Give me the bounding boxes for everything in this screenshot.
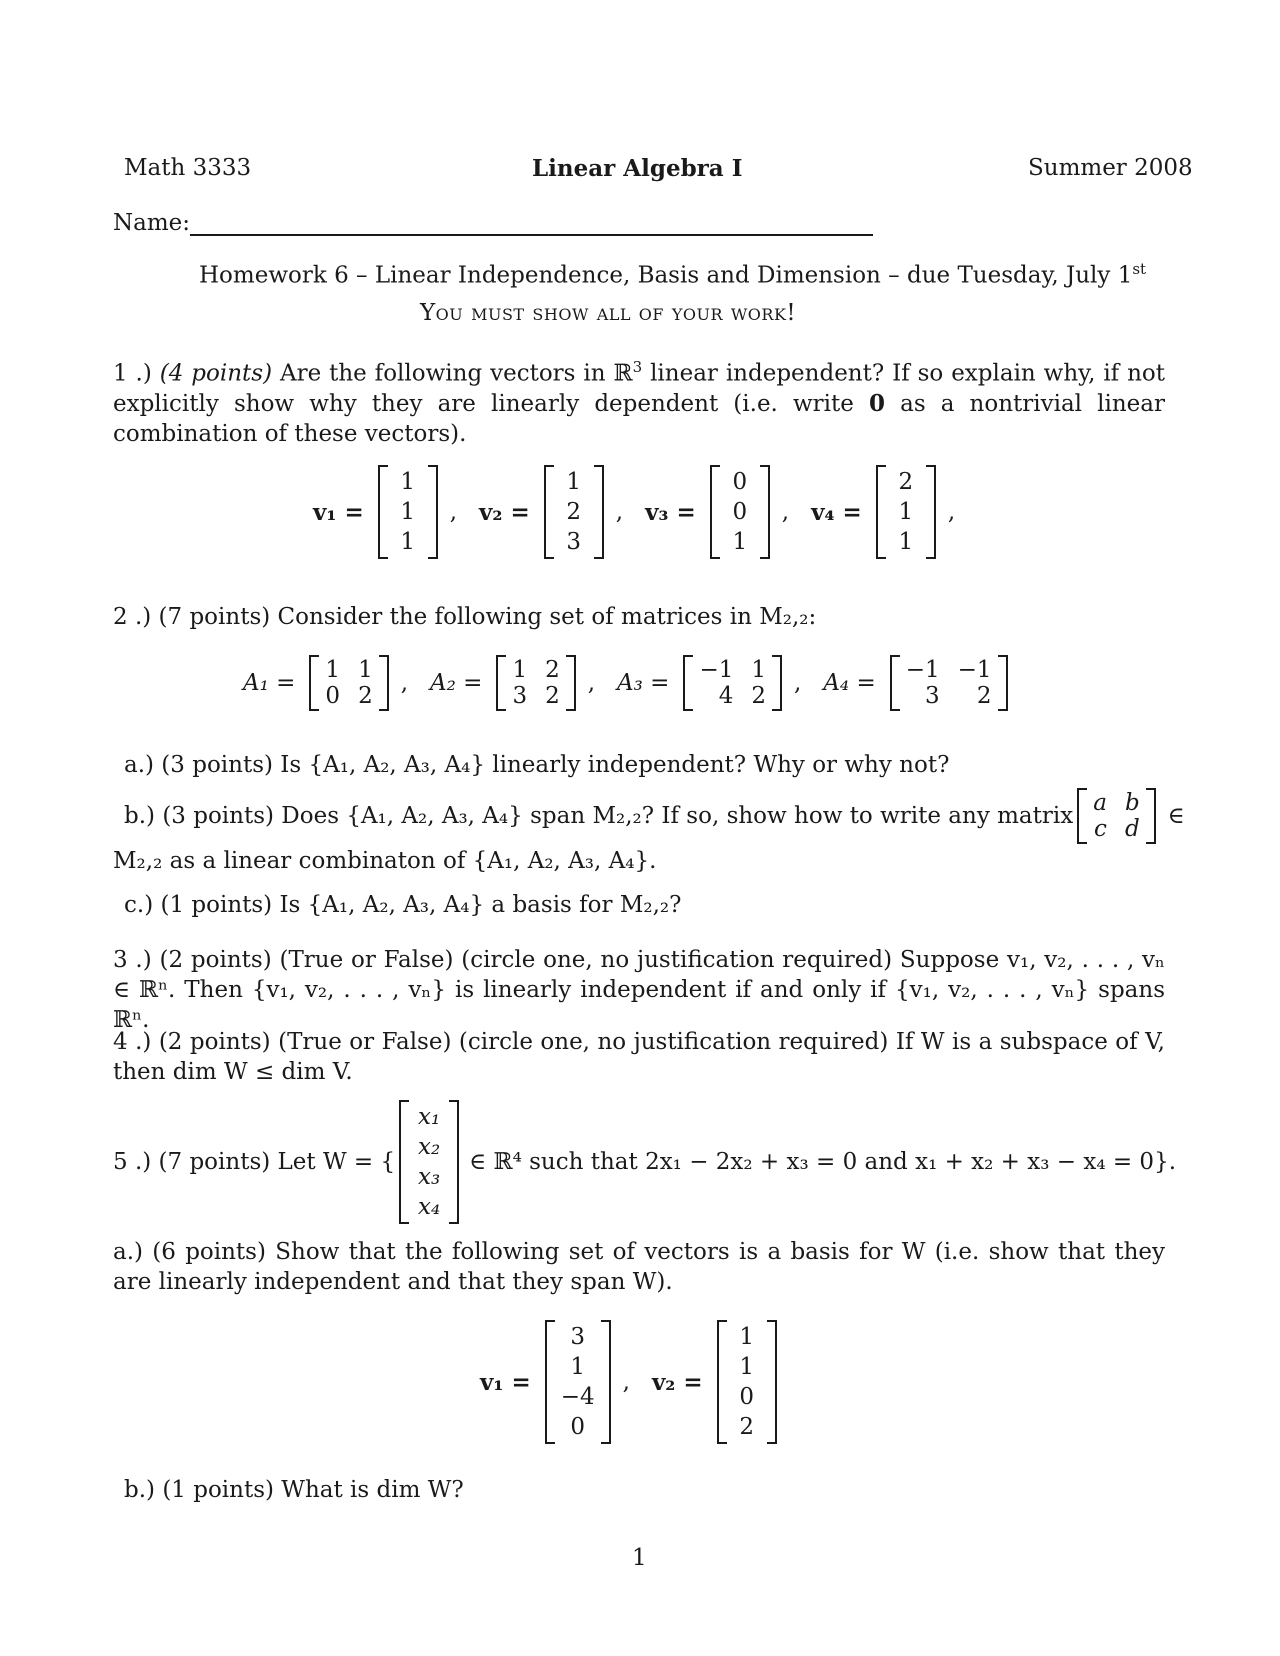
- q1-v4-entry: 1: [898, 499, 914, 525]
- q5-v1-entry: 1: [570, 1354, 585, 1380]
- q2-general-entry: c: [1094, 816, 1107, 842]
- q2-a4-entry: 2: [976, 683, 992, 709]
- q2-a1-entry: 1: [325, 657, 341, 683]
- q1-text-a: Are the following vectors in ℝ: [279, 360, 633, 387]
- question-3: 3 .) (2 points) (True or False) (circle one, no justification required) Suppose v₁, v₂, . . . , vₙ ∈ ℝⁿ. Then {v₁, v₂, . . . , vₙ} is linearly independent if and only if {v₁, v₂, . . . , vₙ} spans ℝⁿ.: [113, 947, 1165, 1033]
- q1-v3-entry: 0: [732, 469, 748, 495]
- q1-v2-label: v₂ =: [479, 498, 530, 526]
- q5-x-vector: [399, 1100, 459, 1224]
- q2-a4-label: A₄ =: [823, 670, 876, 696]
- q2-a1-entry: 1: [358, 657, 373, 683]
- q1-v2-entry: 2: [566, 499, 582, 525]
- q2-part-b-continued: M₂,₂ as a linear combinaton of {A₁, A₂, A₃, A₄}.: [113, 848, 657, 874]
- q5-v2-entry: 0: [739, 1384, 754, 1410]
- q2-part-a: a.) (3 points) Is {A₁, A₂, A₃, A₄} linearly independent? Why or why not?: [124, 752, 950, 778]
- q5-v2-entry: 2: [739, 1414, 754, 1440]
- q2-a4-entry: 3: [925, 683, 940, 709]
- q1-v2-entry: 3: [566, 529, 582, 555]
- q2-a3-entry: −1: [699, 657, 734, 683]
- q1-v1-entry: 1: [400, 529, 416, 555]
- heading-superscript: st: [1132, 260, 1147, 278]
- q5-part-a: a.) (6 points) Show that the following set of vectors is a basis for W (i.e. show that they are linearly independent and that they span W).: [113, 1239, 1165, 1295]
- q2-matrices: A₁ = 1 1 0 2 , A₂ = 1 2 3 2 , A₃ = −1 1 4 2 , A₄ = −1 −1 3 2: [243, 655, 1012, 711]
- q2-a4-matrix: [890, 655, 1008, 711]
- q1-v1-matrix: [378, 465, 438, 559]
- q1-vectors: v₁ = 1 1 1 , v₂ = 1 2 3 , v₃ = 0 0 1 , v₄ = 2 1 1 ,: [313, 465, 977, 559]
- q5-intro: 5 .) (7 points) Let W = {: [113, 1149, 396, 1175]
- q2-a3-entry: 4: [718, 683, 734, 709]
- q1-text-b: linear independent? If so explain why, if not explicitly show why they are linearly dependent (i.e. write: [113, 360, 1166, 417]
- q2-general-entry: d: [1124, 816, 1140, 842]
- q2-part-b-line: [124, 788, 1185, 844]
- course-number: Math 3333: [124, 155, 252, 181]
- q2-a3-entry: 2: [751, 683, 766, 709]
- q1-v4-entry: 1: [898, 529, 914, 555]
- q5-v1-label: v₁ =: [480, 1368, 531, 1396]
- q1-v3-label: v₃ =: [645, 498, 696, 526]
- q2-a2-entry: 2: [545, 657, 560, 683]
- q1-v2-entry: 1: [566, 469, 582, 495]
- q2-a2-label: A₂ =: [430, 670, 483, 696]
- q5-x-entry: x₁: [418, 1104, 441, 1130]
- q2-a1-label: A₁ =: [243, 670, 296, 696]
- q2-a1-entry: 0: [325, 683, 341, 709]
- q5-v2-entry: 1: [739, 1324, 754, 1350]
- q2-general-entry: a: [1093, 790, 1107, 816]
- q1-v3-entry: 0: [732, 499, 748, 525]
- q2-a3-matrix: [683, 655, 782, 711]
- q2-a2-entry: 2: [545, 683, 560, 709]
- q1-v1-label: v₁ =: [313, 498, 364, 526]
- q1-v4-entry: 2: [898, 469, 914, 495]
- term: Summer 2008: [1028, 155, 1193, 181]
- q5-v2-matrix: [717, 1320, 777, 1444]
- q1-v3-matrix: [710, 465, 770, 559]
- q1-points: (4 points): [159, 360, 273, 387]
- q2-a3-label: A₃ =: [617, 670, 670, 696]
- q1-v4-label: v₄ =: [811, 498, 862, 526]
- q1-superscript: 3: [632, 358, 643, 376]
- q2-a4-entry: −1: [905, 657, 940, 683]
- q2-a2-entry: 3: [512, 683, 528, 709]
- q1-v2-matrix: [544, 465, 604, 559]
- q5-x-entry: x₃: [418, 1164, 441, 1190]
- q2-general-matrix: [1077, 788, 1155, 844]
- q5-v2-label: v₂ =: [651, 1368, 703, 1396]
- q5-v1-entry: 3: [570, 1324, 585, 1350]
- q2-general-entry: b: [1124, 790, 1140, 816]
- q1-zero-vector: 0: [868, 389, 885, 417]
- question-1: [113, 352, 1165, 449]
- q2-a1-entry: 2: [358, 683, 373, 709]
- q5-x-entry: x₄: [418, 1194, 441, 1220]
- page-number: 1: [632, 1545, 647, 1571]
- name-line: [113, 210, 873, 236]
- course-title: Linear Algebra I: [532, 155, 743, 182]
- q2-element-of: ∈: [1167, 803, 1185, 829]
- q2-intro: 2 .) (7 points) Consider the following set of matrices in M₂,₂:: [113, 604, 817, 630]
- q1-number: 1 .): [113, 360, 152, 387]
- q1-v1-entry: 1: [400, 469, 416, 495]
- homework-heading-text: Homework 6 – Linear Independence, Basis and Dimension – due Tuesday, July 1: [199, 262, 1133, 289]
- q2-a3-entry: 1: [751, 657, 766, 683]
- q1-v3-entry: 1: [732, 529, 748, 555]
- q1-text-c: as a nontrivial linear combination of these vectors).: [113, 390, 1165, 447]
- q1-v1-entry: 1: [400, 499, 416, 525]
- q5-v2-entry: 1: [739, 1354, 754, 1380]
- q2-a2-matrix: [496, 655, 575, 711]
- q5-vectors: v₁ = 3 1 −4 0 , v₂ = 1 1 0 2: [480, 1320, 781, 1444]
- q5-v1-entry: 0: [570, 1414, 585, 1440]
- q5-v1-matrix: [545, 1320, 611, 1444]
- q2-a2-entry: 1: [512, 657, 528, 683]
- homework-heading: [199, 260, 1146, 289]
- q1-v4-matrix: [876, 465, 936, 559]
- q2-part-b-text: b.) (3 points) Does {A₁, A₂, A₃, A₄} span M₂,₂? If so, show how to write any matrix: [124, 803, 1074, 829]
- q5-condition: ∈ ℝ⁴ such that 2x₁ − 2x₂ + x₃ = 0 and x₁ + x₂ + x₃ − x₄ = 0}.: [469, 1149, 1177, 1175]
- name-label: Name:: [113, 210, 191, 236]
- q2-a1-matrix: [309, 655, 388, 711]
- name-blank: [190, 214, 873, 236]
- q2-part-c: c.) (1 points) Is {A₁, A₂, A₃, A₄} a basis for M₂,₂?: [124, 892, 682, 918]
- q5-part-b: b.) (1 points) What is dim W?: [124, 1477, 464, 1503]
- work-notice: You must show all of your work!: [420, 300, 797, 326]
- question-4: 4 .) (2 points) (True or False) (circle one, no justification required) If W is a subspace of V, then dim W ≤ dim V.: [113, 1029, 1165, 1085]
- q5-definition: [113, 1100, 1176, 1224]
- q2-a4-entry: −1: [957, 657, 992, 683]
- q5-v1-entry: −4: [560, 1384, 595, 1410]
- q5-x-entry: x₂: [418, 1134, 441, 1160]
